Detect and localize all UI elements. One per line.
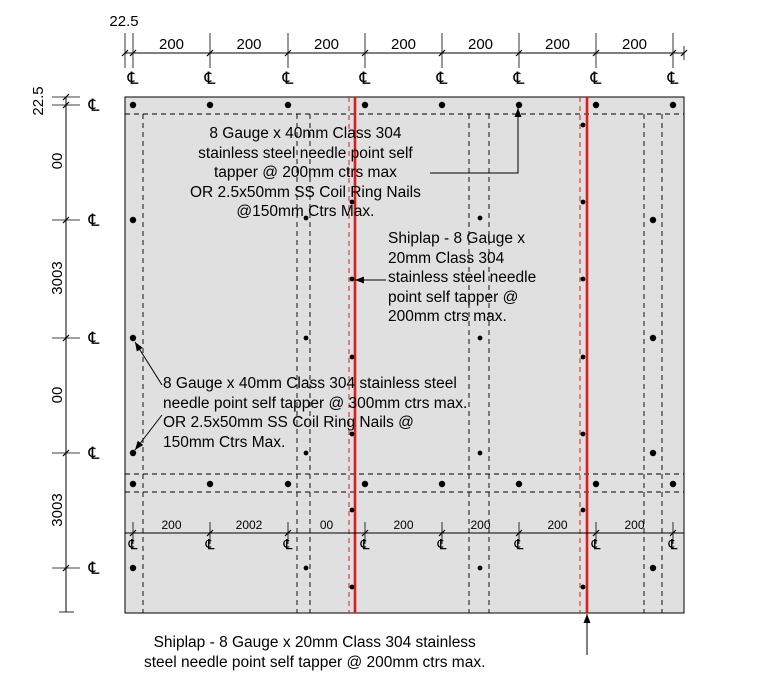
left-dim-label-3: 00	[49, 386, 66, 404]
shiplap-fixing-dot-a-6	[350, 585, 355, 590]
inner-centerline-symbol-5: ℄	[437, 536, 447, 552]
fixing-dot-right-4	[650, 565, 656, 571]
fixing-dot-col6-1	[478, 216, 483, 221]
top-dim-label-7: 200	[621, 36, 648, 53]
fixing-dot-row-3	[285, 481, 291, 487]
note-top-fixing	[190, 124, 421, 222]
shiplap-fixing-dot-b-5	[581, 432, 586, 437]
top-centerline-symbol-7: ℄	[590, 69, 602, 88]
note-top-fixing-line-2: stainless steel needle point self	[198, 144, 413, 162]
fixing-dot-top-3	[285, 102, 291, 108]
note-side-fixing-line-4: 150mm Ctrs Max.	[163, 433, 286, 451]
fixing-dot-top-4	[362, 102, 368, 108]
fixing-dot-col3-4	[304, 566, 309, 571]
inner-dim-label-2: 2002	[235, 518, 263, 532]
fixing-dot-right-1	[650, 217, 656, 223]
left-centerline-symbol-3: ℄	[88, 329, 100, 348]
top-edge-dimension-label: 22.5	[109, 13, 139, 30]
note-side-fixing	[163, 374, 467, 452]
fixing-dot-left-2	[130, 335, 136, 341]
shiplap-fixing-dot-b-1	[581, 123, 586, 128]
shiplap-fixing-dot-a-5	[350, 508, 355, 513]
top-dim-label-2: 200	[236, 36, 262, 53]
note-shiplap-mid-line-3: stainless steel needle	[388, 269, 537, 286]
note-shiplap-bottom-line-1: Shiplap - 8 Gauge x 20mm Class 304 stainless	[153, 634, 476, 651]
fixing-dot-col6-3	[478, 451, 483, 456]
top-centerline-symbol-6: ℄	[513, 69, 525, 88]
inner-dim-label-4: 200	[393, 518, 414, 532]
left-dim-label-1: 00	[49, 152, 66, 170]
note-side-fixing-line-1: 8 Gauge x 40mm Class 304 stainless steel	[163, 375, 457, 392]
inner-centerline-symbol-7: ℄	[591, 536, 601, 552]
top-dim-label-3: 200	[313, 36, 340, 53]
inner-centerline-symbol-3: ℄	[283, 536, 293, 552]
note-shiplap-bottom	[144, 633, 485, 672]
inner-dim-label-1: 200	[161, 518, 182, 532]
fixing-dot-top-8	[670, 102, 676, 108]
top-centerline-symbol-4: ℄	[359, 69, 371, 88]
fixing-dot-row-2	[207, 481, 213, 487]
fixing-dot-row-6	[516, 481, 522, 487]
note-top-fixing-line-4: OR 2.5x50mm SS Coil Ring Nails	[190, 183, 421, 201]
inner-centerline-symbol-4: ℄	[360, 536, 370, 552]
shiplap-fixing-dot-b-4	[581, 355, 586, 360]
note-top-fixing-line-3: tapper @ 200mm ctrs max	[214, 164, 397, 181]
fixing-dot-right-3	[650, 450, 656, 456]
shiplap-fixing-dot-b-3	[581, 277, 586, 282]
shiplap-fixing-dot-b-2	[581, 200, 586, 205]
note-shiplap-bottom-line-2: steel needle point self tapper @ 200mm ctrs max.	[144, 653, 486, 671]
fixing-dot-top-2	[207, 102, 213, 108]
note-top-fixing-line-1: 8 Gauge x 40mm Class 304	[209, 125, 402, 142]
inner-centerline-symbol-6: ℄	[514, 536, 524, 552]
shiplap-fixing-dot-a-2	[350, 277, 355, 282]
inner-dim-label-6: 200	[547, 518, 568, 532]
note-side-fixing-line-2: needle point self tapper @ 300mm ctrs max.	[163, 394, 468, 412]
note-shiplap-mid-line-1: Shiplap - 8 Gauge x	[388, 230, 526, 247]
note-side-fixing-line-3: OR 2.5x50mm SS Coil Ring Nails @	[163, 414, 414, 431]
inner-dim-label-5: 200	[470, 518, 491, 532]
left-centerline-symbol-2: ℄	[88, 211, 100, 230]
fixing-dot-right-2	[650, 335, 656, 341]
shiplap-fixing-dot-a-3	[350, 355, 355, 360]
inner-centerline-symbol-1: ℄	[128, 536, 138, 552]
top-dim-label-6: 200	[544, 36, 571, 53]
fixing-dot-left-3	[130, 450, 136, 456]
note-shiplap-mid-line-4: point self tapper @	[388, 288, 519, 306]
fixing-dot-left-1	[130, 217, 136, 223]
fixing-dot-col6-4	[478, 566, 483, 571]
note-shiplap-mid-line-5: 200mm ctrs max.	[388, 308, 507, 325]
shiplap-fixing-dot-b-7	[581, 585, 586, 590]
fixing-dot-top-1	[130, 102, 136, 108]
left-dim-label-2: 3003	[49, 261, 66, 295]
fixing-dot-row-4	[362, 481, 368, 487]
top-centerline-symbol-5: ℄	[436, 69, 448, 88]
fixing-dot-col3-2	[304, 336, 309, 341]
inner-centerline-symbol-8: ℄	[668, 536, 678, 552]
note-top-fixing-line-5: @150mm Ctrs Max.	[236, 203, 375, 220]
fixing-dot-top-7	[593, 102, 599, 108]
fixing-dot-row-5	[439, 481, 445, 487]
inner-dim-label-3: 00	[319, 518, 334, 532]
fixing-dot-col6-2	[478, 336, 483, 341]
note-shiplap-mid	[388, 229, 536, 327]
left-centerline-symbol-1: ℄	[88, 96, 100, 115]
top-centerline-symbol-1: ℄	[127, 69, 139, 88]
note-shiplap-mid-line-2: 20mm Class 304	[388, 249, 505, 267]
top-dim-label-4: 200	[390, 36, 417, 53]
top-centerline-symbol-3: ℄	[282, 69, 294, 88]
top-dim-label-1: 200	[158, 36, 185, 53]
left-centerline-symbol-4: ℄	[88, 444, 100, 463]
fixing-dot-row-7	[593, 481, 599, 487]
left-centerline-symbol-5: ℄	[88, 559, 100, 578]
fixing-dot-top-6	[516, 102, 522, 108]
left-edge-dimension-label: 22.5	[30, 86, 47, 116]
fixing-dot-left-4	[130, 565, 136, 571]
fixing-dot-top-5	[439, 102, 445, 108]
top-centerline-symbol-2: ℄	[204, 69, 216, 88]
top-dim-label-5: 200	[467, 36, 494, 53]
inner-centerline-symbol-2: ℄	[205, 536, 215, 552]
leader-shiplap-bottom-arrowhead	[584, 614, 591, 623]
shiplap-fixing-dot-b-6	[581, 508, 586, 513]
fixing-dot-row-1	[130, 481, 136, 487]
fixing-dot-row-8	[670, 481, 676, 487]
inner-dim-label-7: 200	[624, 518, 645, 532]
top-centerline-symbol-8: ℄	[667, 69, 679, 88]
left-dim-label-4: 3003	[49, 493, 66, 527]
